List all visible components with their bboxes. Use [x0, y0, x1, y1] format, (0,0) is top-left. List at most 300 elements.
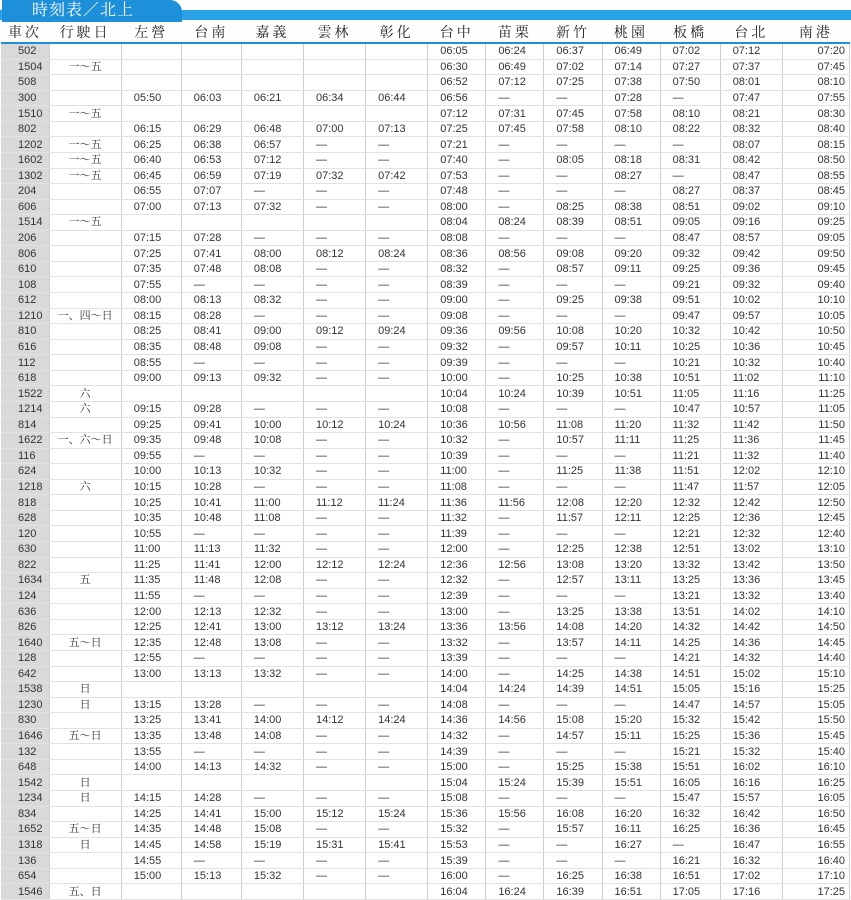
time-cell: —	[366, 759, 428, 775]
time-cell: 06:55	[121, 184, 181, 200]
time-cell: —	[304, 199, 366, 215]
time-cell: —	[366, 573, 428, 589]
time-cell: 09:21	[660, 277, 720, 293]
time-cell: 11:16	[720, 386, 782, 402]
time-cell: 08:12	[304, 246, 366, 262]
operating-days	[49, 806, 121, 822]
time-cell	[181, 682, 241, 698]
time-cell: 16:25	[660, 822, 720, 838]
time-cell	[304, 215, 366, 231]
time-cell: 11:35	[121, 573, 181, 589]
time-cell: 11:10	[782, 370, 849, 386]
time-cell: 14:08	[428, 697, 486, 713]
train-number: 814	[1, 417, 49, 433]
time-cell: —	[304, 308, 366, 324]
operating-days	[49, 495, 121, 511]
train-number: 630	[1, 542, 49, 558]
train-number: 112	[1, 355, 49, 371]
time-cell: 15:00	[428, 759, 486, 775]
table-row	[1, 635, 850, 651]
time-cell: 16:40	[782, 853, 849, 869]
time-cell: 10:32	[720, 355, 782, 371]
time-cell: 08:00	[241, 246, 303, 262]
time-cell: 08:56	[486, 246, 544, 262]
time-cell: —	[486, 90, 544, 106]
time-cell	[121, 682, 181, 698]
time-cell: —	[181, 588, 241, 604]
time-cell: 10:42	[720, 324, 782, 340]
time-cell: 11:25	[660, 433, 720, 449]
time-cell: 08:25	[544, 199, 602, 215]
time-cell: 11:25	[782, 386, 849, 402]
time-cell: —	[660, 168, 720, 184]
time-cell	[181, 215, 241, 231]
train-number: 206	[1, 230, 49, 246]
time-cell: 06:37	[544, 43, 602, 59]
time-cell: 06:59	[181, 168, 241, 184]
operating-days: 日	[49, 682, 121, 698]
time-cell: 08:27	[602, 168, 660, 184]
time-cell: 10:51	[602, 386, 660, 402]
table-row	[1, 90, 850, 106]
time-cell: 13:50	[782, 557, 849, 573]
time-cell: —	[486, 370, 544, 386]
time-cell	[304, 59, 366, 75]
time-cell: 12:25	[660, 510, 720, 526]
time-cell: 08:55	[121, 355, 181, 371]
time-cell: 09:15	[121, 401, 181, 417]
time-cell: —	[366, 822, 428, 838]
time-cell: 08:47	[660, 230, 720, 246]
time-cell: 12:24	[366, 557, 428, 573]
time-cell: 11:48	[181, 573, 241, 589]
time-cell: 16:04	[428, 884, 486, 900]
time-cell: 10:32	[428, 433, 486, 449]
time-cell: 12:10	[782, 464, 849, 480]
column-header: 南港	[782, 22, 849, 43]
table-row	[1, 666, 850, 682]
time-cell: —	[602, 355, 660, 371]
time-cell: 11:41	[181, 557, 241, 573]
train-number: 120	[1, 526, 49, 542]
time-cell: —	[181, 355, 241, 371]
time-cell: —	[304, 479, 366, 495]
time-cell: —	[544, 697, 602, 713]
time-cell: 16:16	[720, 775, 782, 791]
time-cell: —	[304, 635, 366, 651]
time-cell: 09:36	[428, 324, 486, 340]
time-cell: —	[486, 526, 544, 542]
time-cell: 16:39	[544, 884, 602, 900]
time-cell: 12:41	[181, 619, 241, 635]
time-cell: 11:32	[660, 417, 720, 433]
train-number: 642	[1, 666, 49, 682]
header-row	[1, 22, 850, 43]
time-cell	[241, 386, 303, 402]
table-row	[1, 401, 850, 417]
time-cell: 06:45	[121, 168, 181, 184]
operating-days: 日	[49, 791, 121, 807]
time-cell: 16:05	[782, 791, 849, 807]
time-cell: 08:38	[602, 199, 660, 215]
time-cell: 09:25	[121, 417, 181, 433]
time-cell: —	[304, 604, 366, 620]
time-cell: 07:19	[241, 168, 303, 184]
operating-days: 一～五	[49, 215, 121, 231]
time-cell	[121, 884, 181, 900]
time-cell: 13:32	[241, 666, 303, 682]
table-row	[1, 417, 850, 433]
time-cell: 13:39	[428, 650, 486, 666]
time-cell: —	[304, 791, 366, 807]
time-cell: 12:40	[782, 526, 849, 542]
time-cell: 12:39	[428, 588, 486, 604]
time-cell: 09:32	[241, 370, 303, 386]
time-cell: —	[304, 853, 366, 869]
operating-days: 一、六～日	[49, 433, 121, 449]
time-cell: 14:58	[181, 837, 241, 853]
time-cell: —	[486, 822, 544, 838]
time-cell: 16:25	[782, 775, 849, 791]
time-cell: —	[544, 650, 602, 666]
time-cell: 14:57	[544, 728, 602, 744]
table-row	[1, 759, 850, 775]
time-cell: 12:45	[782, 510, 849, 526]
time-cell: 15:11	[602, 728, 660, 744]
time-cell: 06:56	[428, 90, 486, 106]
time-cell: —	[304, 650, 366, 666]
time-cell: —	[366, 370, 428, 386]
time-cell	[121, 106, 181, 122]
train-number: 1634	[1, 573, 49, 589]
operating-days: 一～五	[49, 168, 121, 184]
operating-days	[49, 588, 121, 604]
time-cell: 07:12	[241, 152, 303, 168]
train-number: 606	[1, 199, 49, 215]
operating-days	[49, 666, 121, 682]
table-row	[1, 261, 850, 277]
time-cell: 07:55	[121, 277, 181, 293]
time-cell: —	[241, 526, 303, 542]
table-row	[1, 121, 850, 137]
time-cell: 09:12	[304, 324, 366, 340]
time-cell: 13:21	[660, 588, 720, 604]
time-cell: —	[486, 573, 544, 589]
time-cell: 09:35	[121, 433, 181, 449]
column-header: 台北	[720, 22, 782, 43]
table-row	[1, 448, 850, 464]
time-cell: 11:36	[428, 495, 486, 511]
time-cell: —	[602, 277, 660, 293]
time-cell: 10:32	[660, 324, 720, 340]
time-cell: 10:00	[428, 370, 486, 386]
time-cell: 08:05	[544, 152, 602, 168]
time-cell: 08:24	[366, 246, 428, 262]
time-cell: 15:53	[428, 837, 486, 853]
time-cell: 10:04	[428, 386, 486, 402]
time-cell: 12:51	[660, 542, 720, 558]
train-number: 1318	[1, 837, 49, 853]
operating-days: 一～五	[49, 137, 121, 153]
time-cell: —	[366, 401, 428, 417]
time-cell: —	[366, 728, 428, 744]
time-cell: 15:31	[304, 837, 366, 853]
time-cell: 15:40	[782, 744, 849, 760]
time-cell: 15:47	[660, 791, 720, 807]
time-cell: 10:41	[181, 495, 241, 511]
time-cell: 14:11	[602, 635, 660, 651]
time-cell: —	[366, 184, 428, 200]
time-cell: 13:00	[241, 619, 303, 635]
time-cell: —	[366, 355, 428, 371]
time-cell: 15:32	[241, 868, 303, 884]
time-cell: 14:10	[782, 604, 849, 620]
time-cell: 14:25	[660, 635, 720, 651]
time-cell: 09:25	[660, 261, 720, 277]
time-cell: 13:20	[602, 557, 660, 573]
time-cell: —	[602, 479, 660, 495]
time-cell: 07:02	[660, 43, 720, 59]
time-cell	[181, 43, 241, 59]
time-cell: —	[486, 588, 544, 604]
time-cell: —	[181, 650, 241, 666]
time-cell: 14:57	[720, 697, 782, 713]
time-cell: 10:56	[486, 417, 544, 433]
time-cell: —	[241, 588, 303, 604]
time-cell	[366, 386, 428, 402]
time-cell: 10:25	[121, 495, 181, 511]
time-cell: 09:56	[486, 324, 544, 340]
time-cell: 07:14	[602, 59, 660, 75]
time-cell: 08:32	[241, 293, 303, 309]
time-cell: 08:37	[720, 184, 782, 200]
table-row	[1, 650, 850, 666]
time-cell: —	[366, 526, 428, 542]
time-cell: 09:00	[241, 324, 303, 340]
column-header: 台中	[428, 22, 486, 43]
time-cell: 10:08	[428, 401, 486, 417]
time-cell	[304, 75, 366, 91]
time-cell: 15:45	[782, 728, 849, 744]
time-cell	[366, 215, 428, 231]
time-cell: —	[304, 261, 366, 277]
time-cell: 06:40	[121, 152, 181, 168]
table-row	[1, 464, 850, 480]
time-cell: 12:57	[544, 573, 602, 589]
time-cell: 06:25	[121, 137, 181, 153]
time-cell: 07:35	[121, 261, 181, 277]
operating-days: 五	[49, 573, 121, 589]
table-row	[1, 822, 850, 838]
table-row	[1, 293, 850, 309]
operating-days: 六	[49, 386, 121, 402]
time-cell: 16:50	[782, 806, 849, 822]
time-cell: 07:20	[782, 43, 849, 59]
time-cell: 15:25	[660, 728, 720, 744]
time-cell: 15:10	[782, 666, 849, 682]
time-cell: 08:51	[602, 215, 660, 231]
time-cell: 17:10	[782, 868, 849, 884]
time-cell: 14:55	[121, 853, 181, 869]
time-cell: —	[544, 277, 602, 293]
time-cell: —	[304, 464, 366, 480]
table-row	[1, 137, 850, 153]
time-cell: —	[486, 152, 544, 168]
time-cell: 10:36	[428, 417, 486, 433]
train-number: 610	[1, 261, 49, 277]
time-cell: 11:08	[544, 417, 602, 433]
train-number: 806	[1, 246, 49, 262]
time-cell: —	[241, 448, 303, 464]
time-cell: —	[304, 401, 366, 417]
time-cell	[121, 59, 181, 75]
time-cell: —	[241, 791, 303, 807]
time-cell: 13:56	[486, 619, 544, 635]
time-cell: 10:50	[782, 324, 849, 340]
time-cell: 08:50	[782, 152, 849, 168]
time-cell: 13:40	[782, 588, 849, 604]
time-cell: 15:57	[720, 791, 782, 807]
time-cell: 12:36	[428, 557, 486, 573]
time-cell: —	[544, 401, 602, 417]
train-number: 136	[1, 853, 49, 869]
time-cell: 07:02	[544, 59, 602, 75]
table-row	[1, 386, 850, 402]
time-cell	[181, 386, 241, 402]
time-cell: 10:38	[602, 370, 660, 386]
time-cell: 13:11	[602, 573, 660, 589]
time-cell: 05:50	[121, 90, 181, 106]
train-number: 818	[1, 495, 49, 511]
time-cell: 14:00	[241, 713, 303, 729]
time-cell: 09:02	[720, 199, 782, 215]
operating-days: 一～五	[49, 59, 121, 75]
operating-days: 六	[49, 479, 121, 495]
time-cell: 14:21	[660, 650, 720, 666]
time-cell: 10:08	[241, 433, 303, 449]
time-cell: 15:25	[544, 759, 602, 775]
train-number: 654	[1, 868, 49, 884]
time-cell: —	[366, 650, 428, 666]
time-cell: 06:38	[181, 137, 241, 153]
time-cell: 16:42	[720, 806, 782, 822]
time-cell: —	[304, 433, 366, 449]
column-header: 行駛日	[49, 22, 121, 43]
time-cell: 10:21	[660, 355, 720, 371]
time-cell: 08:40	[782, 121, 849, 137]
time-cell: —	[544, 744, 602, 760]
time-cell: —	[602, 791, 660, 807]
time-cell: 09:20	[602, 246, 660, 262]
time-cell: 08:30	[782, 106, 849, 122]
train-number: 1652	[1, 822, 49, 838]
train-number: 1234	[1, 791, 49, 807]
time-cell: 07:07	[181, 184, 241, 200]
time-cell: —	[544, 90, 602, 106]
time-cell: 09:39	[428, 355, 486, 371]
operating-days	[49, 121, 121, 137]
time-cell: —	[366, 464, 428, 480]
time-cell: —	[602, 697, 660, 713]
operating-days	[49, 417, 121, 433]
time-cell: 11:00	[428, 464, 486, 480]
time-cell: 06:24	[486, 43, 544, 59]
time-cell: 17:02	[720, 868, 782, 884]
time-cell: 09:25	[544, 293, 602, 309]
time-cell: 11:24	[366, 495, 428, 511]
time-cell: 11:21	[660, 448, 720, 464]
column-header: 桃園	[602, 22, 660, 43]
train-number: 636	[1, 604, 49, 620]
time-cell: 09:55	[121, 448, 181, 464]
time-cell: 13:25	[660, 573, 720, 589]
time-cell: 08:15	[121, 308, 181, 324]
time-cell: —	[544, 308, 602, 324]
train-number: 1302	[1, 168, 49, 184]
time-cell: —	[366, 230, 428, 246]
time-cell: 16:51	[660, 868, 720, 884]
train-number: 132	[1, 744, 49, 760]
time-cell: 16:47	[720, 837, 782, 853]
table-row	[1, 619, 850, 635]
time-cell: 11:45	[782, 433, 849, 449]
time-cell: 13:28	[181, 697, 241, 713]
table-row	[1, 853, 850, 869]
time-cell: 08:55	[782, 168, 849, 184]
time-cell: 16:25	[544, 868, 602, 884]
time-cell: 15:32	[428, 822, 486, 838]
time-cell: 14:40	[782, 650, 849, 666]
time-cell: 06:34	[304, 90, 366, 106]
time-cell: 15:32	[720, 744, 782, 760]
time-cell: 13:55	[121, 744, 181, 760]
time-cell: —	[366, 152, 428, 168]
time-cell: 12:13	[181, 604, 241, 620]
title-bar	[0, 0, 851, 22]
time-cell: 16:05	[660, 775, 720, 791]
time-cell: 08:01	[720, 75, 782, 91]
table-row	[1, 526, 850, 542]
time-cell: —	[544, 230, 602, 246]
time-cell: 14:47	[660, 697, 720, 713]
time-cell: 11:08	[428, 479, 486, 495]
time-cell: —	[486, 137, 544, 153]
time-cell: —	[366, 339, 428, 355]
time-cell: —	[241, 355, 303, 371]
time-cell: 10:55	[121, 526, 181, 542]
time-cell	[181, 106, 241, 122]
time-cell: 13:00	[428, 604, 486, 620]
time-cell: —	[486, 837, 544, 853]
time-cell: 14:56	[486, 713, 544, 729]
time-cell: 10:25	[544, 370, 602, 386]
train-number: 628	[1, 510, 49, 526]
table-row	[1, 510, 850, 526]
time-cell: 14:00	[428, 666, 486, 682]
time-cell: —	[602, 401, 660, 417]
time-cell: 08:10	[782, 75, 849, 91]
time-cell: —	[602, 588, 660, 604]
time-cell: —	[602, 448, 660, 464]
train-number: 616	[1, 339, 49, 355]
time-cell: 09:05	[660, 215, 720, 231]
train-number: 1218	[1, 479, 49, 495]
time-cell: —	[181, 277, 241, 293]
time-cell: 07:25	[544, 75, 602, 91]
operating-days	[49, 246, 121, 262]
time-cell: 08:04	[428, 215, 486, 231]
time-cell: 12:08	[241, 573, 303, 589]
